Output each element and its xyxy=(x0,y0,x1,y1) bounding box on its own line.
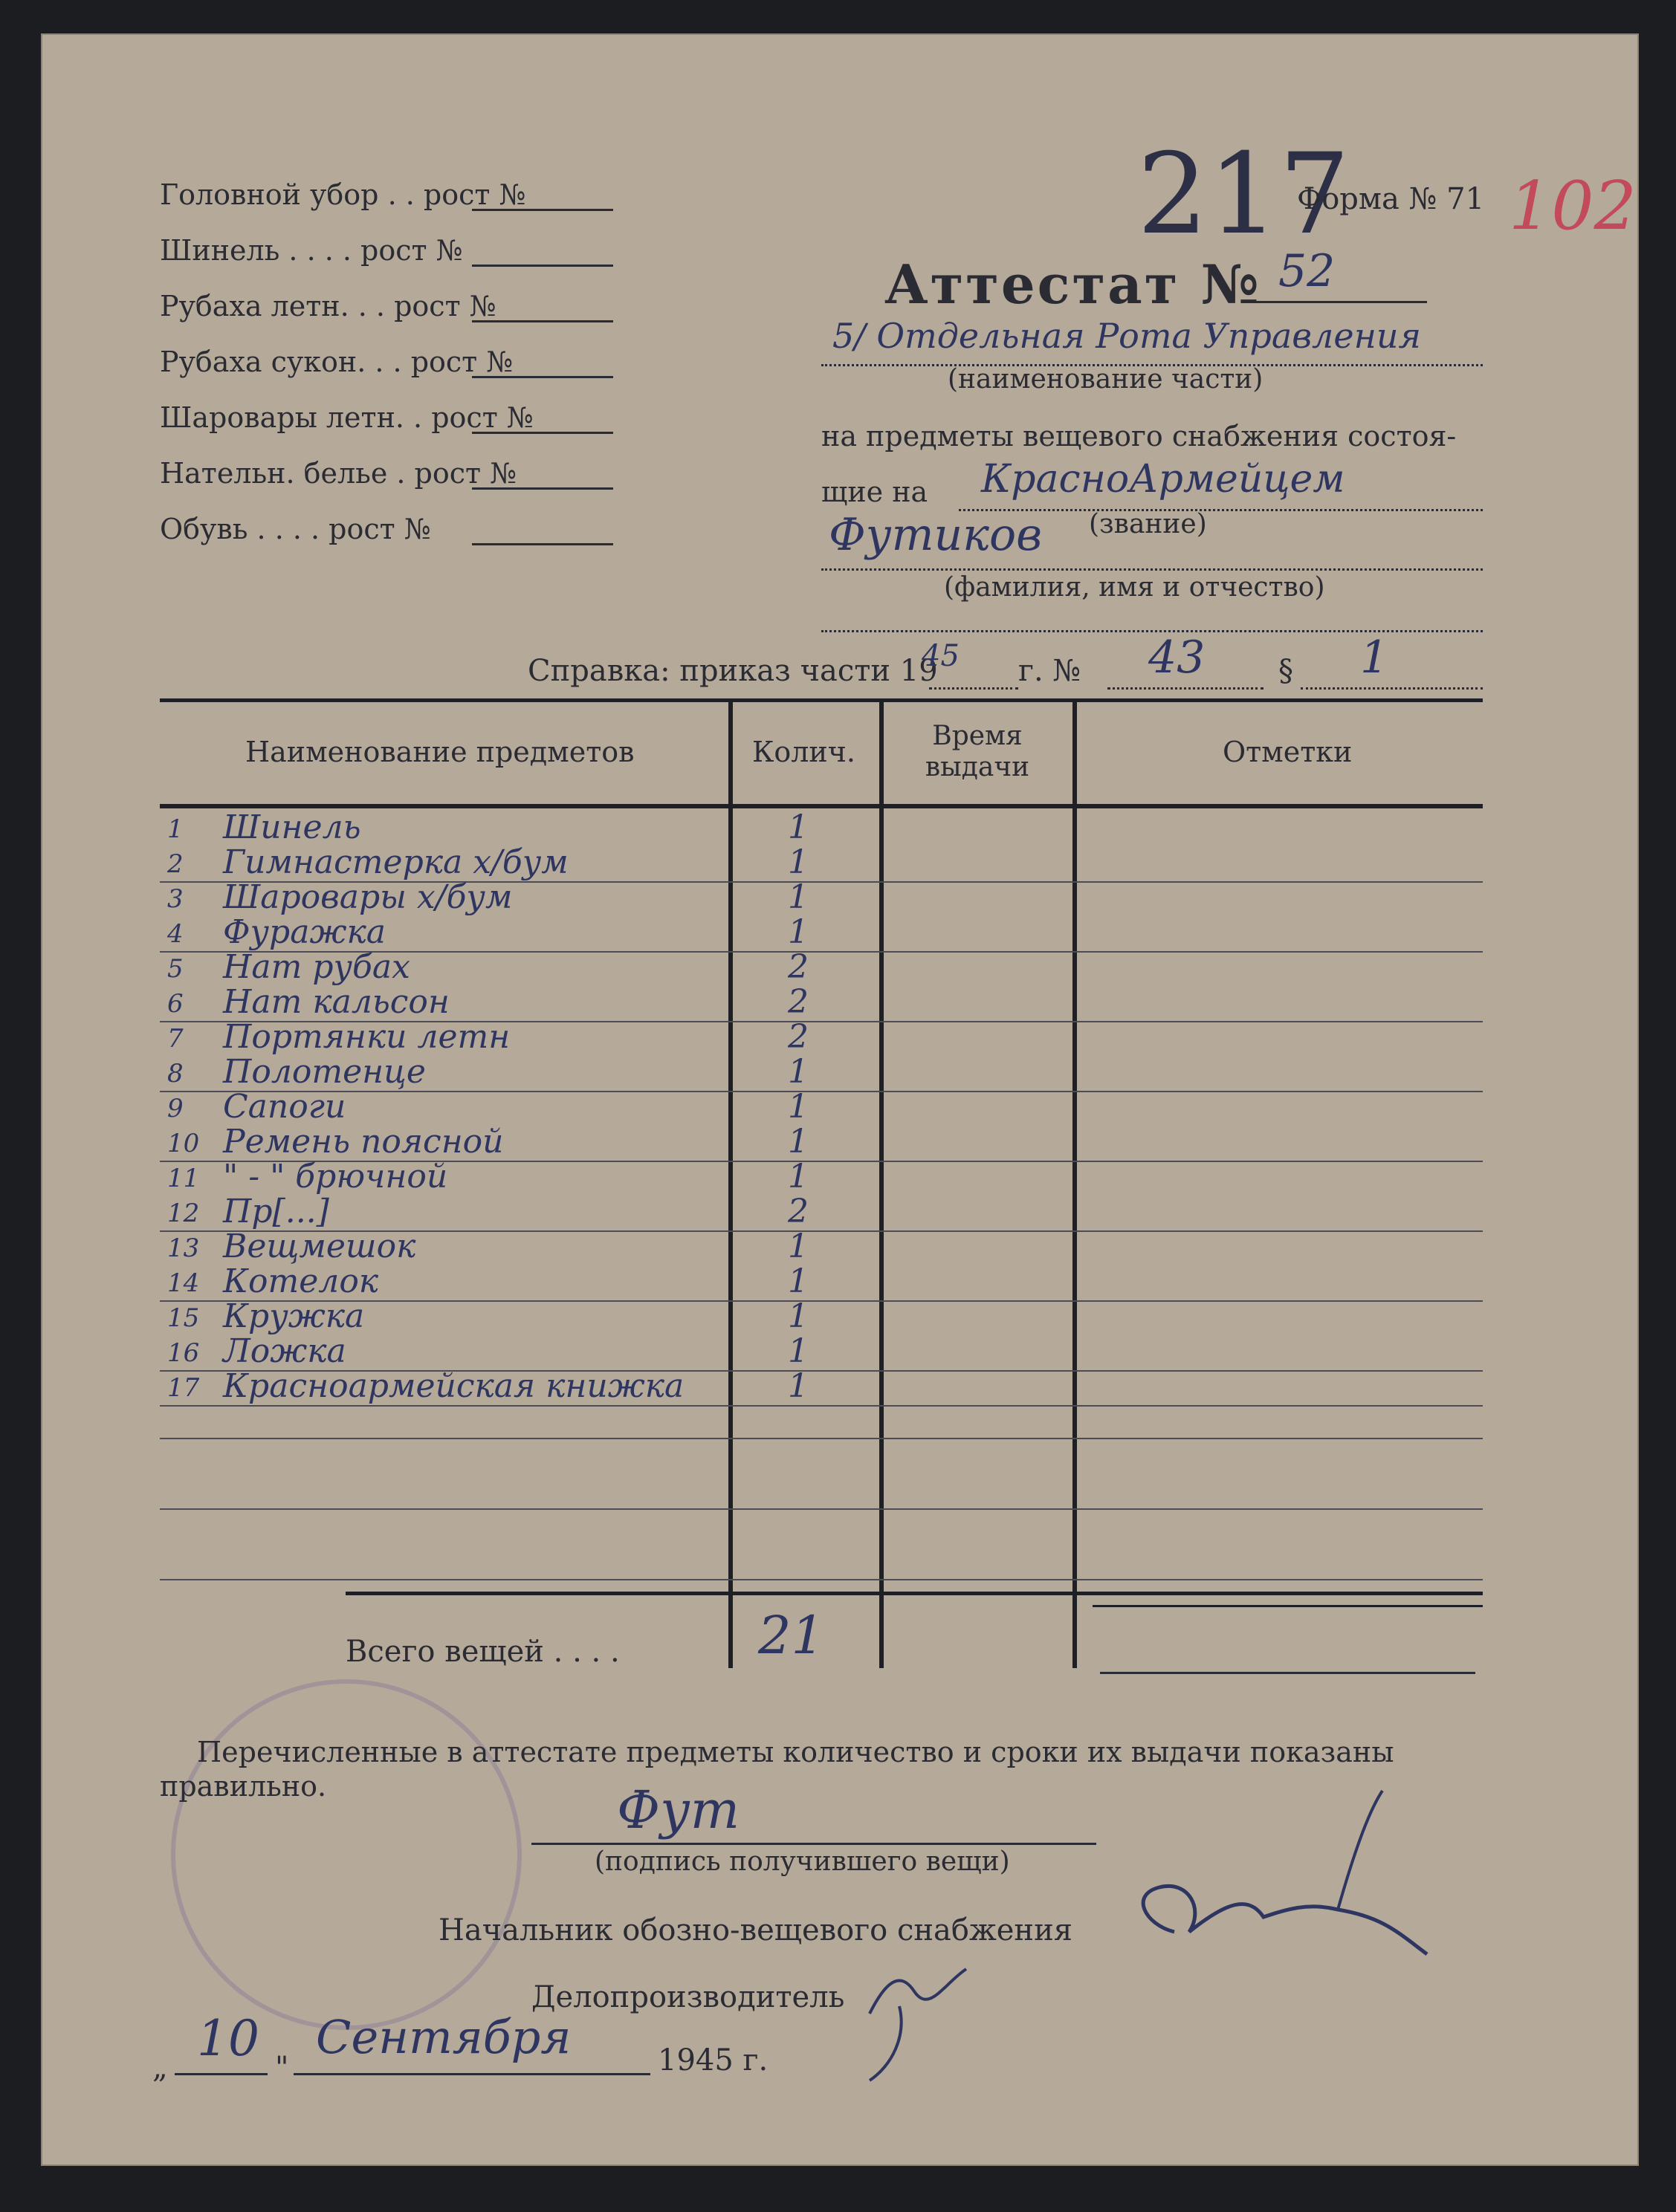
item-name: Вещмешок xyxy=(223,1227,416,1265)
item-qty: 1 xyxy=(788,843,809,881)
total-value: 21 xyxy=(758,1605,825,1666)
order-number: 43 xyxy=(1148,632,1206,684)
receiver-caption: (подпись получившего вещи) xyxy=(595,1846,1010,1877)
date-month: Сентября xyxy=(316,2010,572,2064)
surname-value: Футиков xyxy=(829,509,1043,561)
total-rule-2 xyxy=(1093,1605,1483,1607)
item-name: Фуражка xyxy=(223,913,386,951)
item-name: Котелок xyxy=(223,1262,379,1300)
item-qty: 1 xyxy=(788,808,809,846)
header-notes: Отметки xyxy=(1223,736,1353,768)
item-name: Нат рубах xyxy=(223,948,410,986)
size-row: Шинель . . . . рост № xyxy=(160,234,613,267)
date-day: 10 xyxy=(197,2010,259,2067)
row-number: 16 xyxy=(167,1338,200,1368)
item-name: Красноармейская книжка xyxy=(223,1367,685,1405)
item-qty: 1 xyxy=(788,1332,809,1370)
rank-caption: (звание) xyxy=(1089,509,1207,539)
item-name: Шинель xyxy=(223,808,361,846)
row-number: 5 xyxy=(167,954,184,984)
purpose-text-2: щие на xyxy=(821,476,928,508)
red-number: 102 xyxy=(1509,167,1637,245)
item-qty: 1 xyxy=(788,1158,809,1196)
name-line xyxy=(821,568,1483,571)
date-year: 1945 г. xyxy=(658,2043,769,2078)
form-number: Форма № 71 xyxy=(1297,182,1485,216)
item-qty: 2 xyxy=(788,983,809,1021)
rank-value: КрасноАрмейцем xyxy=(981,457,1345,502)
size-row: Рубаха сукон. . . рост № xyxy=(160,346,613,378)
row-number: 10 xyxy=(167,1129,200,1158)
col-divider xyxy=(879,702,884,1668)
header-issue-time: Время выдачи xyxy=(925,721,1030,782)
certificate-number: 52 xyxy=(1278,245,1336,297)
receiver-signature-line xyxy=(531,1843,1096,1845)
item-name: Ремень поясной xyxy=(223,1123,504,1161)
item-qty: 2 xyxy=(788,948,809,986)
size-row: Нательн. белье . рост № xyxy=(160,457,613,490)
row-number: 1 xyxy=(167,814,184,844)
unit-caption: (наименование части) xyxy=(948,364,1264,395)
row-number: 4 xyxy=(167,919,184,949)
name-caption: (фамилия, имя и отчество) xyxy=(944,572,1325,603)
row-number: 7 xyxy=(167,1024,184,1054)
statement-text: Перечисленные в аттестате предметы количество и сроки их выдачи показаны правильно. xyxy=(160,1736,1394,1803)
row-number: 15 xyxy=(167,1303,200,1333)
item-qty: 1 xyxy=(788,1227,809,1265)
item-name: Нат кальсон xyxy=(223,983,450,1021)
size-row: Рубаха летн. . . рост № xyxy=(160,290,613,322)
row-number: 13 xyxy=(167,1233,200,1263)
item-qty: 1 xyxy=(788,1262,809,1300)
item-qty: 1 xyxy=(788,1123,809,1161)
size-row: Обувь . . . . рост № xyxy=(160,513,613,545)
chief-signature xyxy=(1115,1783,1457,1976)
clerk-label: Делопроизводитель xyxy=(531,1980,845,2014)
item-name: Кружка xyxy=(223,1297,365,1335)
item-name: Пр[...] xyxy=(223,1193,329,1230)
certificate-title: Аттестат № xyxy=(884,253,1261,316)
row-number: 2 xyxy=(167,849,184,879)
row-number: 9 xyxy=(167,1094,184,1123)
unit-name: 5/ Отдельная Рота Управления xyxy=(832,316,1421,356)
row-rule xyxy=(160,1405,1483,1407)
row-rule xyxy=(160,1091,1483,1092)
paragraph-number: 1 xyxy=(1360,632,1389,684)
item-name: Ложка xyxy=(223,1332,346,1370)
col-divider xyxy=(1072,702,1077,1668)
round-stamp xyxy=(171,1679,522,2030)
row-number: 12 xyxy=(167,1199,200,1228)
size-row: Шаровары летн. . рост № xyxy=(160,401,613,434)
item-qty: 1 xyxy=(788,878,809,916)
size-row: Головной убор . . рост № xyxy=(160,178,613,211)
total-label: Всего вещей . . . . xyxy=(346,1635,620,1669)
item-qty: 1 xyxy=(788,913,809,951)
item-name: Гимнастерка х/бум xyxy=(223,843,569,881)
clerk-signature xyxy=(855,1939,989,2088)
row-rule xyxy=(160,1579,1483,1580)
item-qty: 1 xyxy=(788,1088,809,1126)
row-number: 3 xyxy=(167,884,184,914)
item-name: Портянки летн xyxy=(223,1018,511,1056)
col-divider xyxy=(728,702,733,1668)
item-qty: 2 xyxy=(788,1018,809,1056)
row-number: 14 xyxy=(167,1268,200,1298)
header-items: Наименование предметов xyxy=(245,736,635,768)
row-number: 6 xyxy=(167,989,184,1019)
purpose-text: на предметы вещевого снабжения состоя- xyxy=(821,420,1457,453)
receiver-signature: Фут xyxy=(617,1780,740,1840)
row-number: 8 xyxy=(167,1059,184,1089)
certificate-number-line xyxy=(1241,301,1427,303)
row-rule xyxy=(160,1508,1483,1510)
item-qty: 1 xyxy=(788,1053,809,1091)
row-rule xyxy=(160,1438,1483,1439)
item-qty: 1 xyxy=(788,1297,809,1335)
archive-number: 217 xyxy=(1137,130,1350,259)
chief-label: Начальник обозно-вещевого снабжения xyxy=(439,1913,1072,1947)
header-qty: Колич. xyxy=(752,736,855,768)
total-rule xyxy=(346,1592,1483,1595)
row-number: 17 xyxy=(167,1373,200,1403)
row-number: 11 xyxy=(167,1164,200,1193)
item-name: Полотенце xyxy=(223,1053,426,1091)
item-qty: 1 xyxy=(788,1367,809,1405)
table-top-rule xyxy=(160,698,1483,702)
item-qty: 2 xyxy=(788,1193,809,1230)
item-name: " - " брючной xyxy=(223,1158,448,1196)
item-name: Шаровары х/бум xyxy=(223,878,513,916)
item-name: Сапоги xyxy=(223,1088,346,1126)
